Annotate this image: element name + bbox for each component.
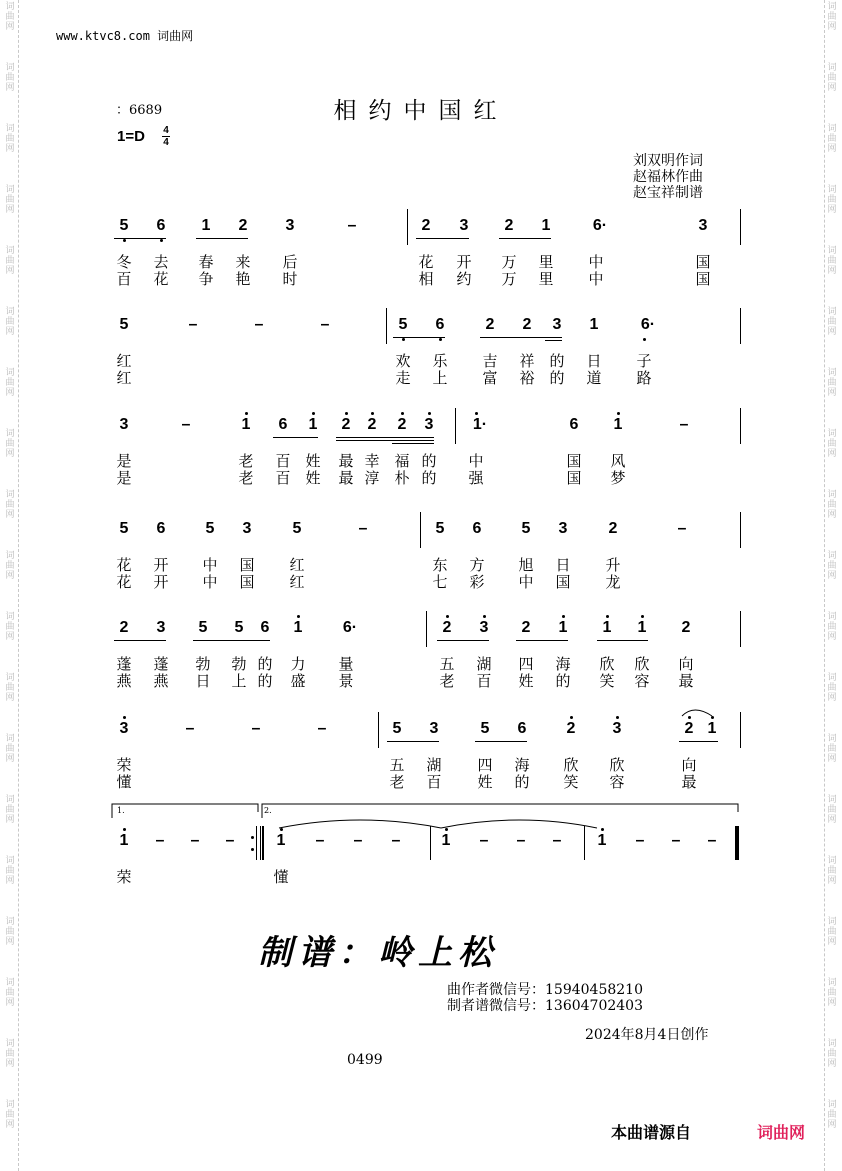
lyric-char: 子 xyxy=(636,352,652,370)
lyric-char: 百 xyxy=(426,773,442,791)
watermark-text: 词曲网 xyxy=(827,734,837,764)
lyric-char: 量 xyxy=(338,655,354,673)
lyric-char: 万 xyxy=(501,270,517,288)
lyric-char: 是 xyxy=(116,469,132,487)
lyric-char: 湖 xyxy=(426,756,442,774)
lyric-char: 国 xyxy=(695,270,711,288)
lyric-char: 花 xyxy=(153,270,169,288)
note: 1 xyxy=(602,619,612,636)
watermark-text: 词曲网 xyxy=(827,307,837,337)
lyric-char: 升 xyxy=(605,556,621,574)
lyric-char: 姓 xyxy=(305,452,321,470)
note: 5 xyxy=(234,619,244,636)
lyric-char: 相 xyxy=(418,270,434,288)
lyric-char: 开 xyxy=(456,253,472,271)
note: 3 xyxy=(424,416,434,433)
lyric-char: 盛 xyxy=(290,672,306,690)
lyric-char: 笑 xyxy=(563,773,579,791)
note: 6· xyxy=(640,316,656,333)
lyric-char: 彩 xyxy=(469,573,485,591)
lyric-char: 吉 xyxy=(482,352,498,370)
note: 6· xyxy=(342,619,358,636)
volta-first-label: 1. xyxy=(117,806,125,815)
lyric-char: 幸 xyxy=(364,452,380,470)
lyric-char: 景 xyxy=(338,672,354,690)
key-signature: 1=D xyxy=(117,128,145,145)
lyric-char: 艳 xyxy=(235,270,251,288)
lyric-char: 百 xyxy=(275,452,291,470)
lyric-char: 百 xyxy=(116,270,132,288)
note: 1 xyxy=(637,619,647,636)
lyric-char: 的 xyxy=(555,672,571,690)
note: – xyxy=(190,832,200,849)
volta-second-label: 2. xyxy=(264,806,272,815)
lyric-char: 欣 xyxy=(609,756,625,774)
lyric-char: 开 xyxy=(153,556,169,574)
watermark-text: 词曲网 xyxy=(5,2,15,32)
note: 2 xyxy=(566,720,576,737)
note: 5 xyxy=(198,619,208,636)
note: 1 xyxy=(241,416,251,433)
transcriber-signature: 制谱：岭上松 xyxy=(258,933,498,973)
note: 2 xyxy=(681,619,691,636)
lyric-char: 中 xyxy=(588,270,604,288)
note: – xyxy=(479,832,489,849)
note: 2 xyxy=(522,316,532,333)
lyric-char: 懂 xyxy=(273,868,289,886)
lyric-char: 老 xyxy=(389,773,405,791)
lyric-char: 的 xyxy=(514,773,530,791)
composer-wechat: 曲作者微信号：15940458210 xyxy=(447,982,643,998)
note: 1 xyxy=(293,619,303,636)
note: 2 xyxy=(442,619,452,636)
lyric-char: 海 xyxy=(555,655,571,673)
note: 3 xyxy=(242,520,252,537)
note: 5 xyxy=(480,720,490,737)
lyric-char: 燕 xyxy=(116,672,132,690)
creation-date: 2024年8月4日创作 xyxy=(585,1027,709,1043)
watermark-text: 词曲网 xyxy=(827,1100,837,1130)
note: 3 xyxy=(459,217,469,234)
note: 5 xyxy=(292,520,302,537)
lyric-char: 容 xyxy=(634,672,650,690)
lyric-char: 蓬 xyxy=(153,655,169,673)
lyric-char: 中 xyxy=(468,452,484,470)
watermark-text: 词曲网 xyxy=(827,551,837,581)
lyric-char: 欣 xyxy=(563,756,579,774)
lyric-char: 淳 xyxy=(364,469,380,487)
note: – xyxy=(188,316,198,333)
watermark-text: 词曲网 xyxy=(5,185,15,215)
note: 3 xyxy=(285,217,295,234)
watermark-text: 词曲网 xyxy=(827,246,837,276)
lyric-char: 懂 xyxy=(116,773,132,791)
lyric-char: 上 xyxy=(231,672,247,690)
note: – xyxy=(317,720,327,737)
watermark-text: 词曲网 xyxy=(5,490,15,520)
lyric-char: 红 xyxy=(289,573,305,591)
lyric-char: 梦 xyxy=(610,469,626,487)
lyric-char: 姓 xyxy=(518,672,534,690)
lyric-char: 约 xyxy=(456,270,472,288)
lyric-char: 来 xyxy=(235,253,251,271)
note: – xyxy=(516,832,526,849)
note: 2 xyxy=(608,520,618,537)
note: 1 xyxy=(308,416,318,433)
watermark-text: 词曲网 xyxy=(5,673,15,703)
lyric-char: 路 xyxy=(636,369,652,387)
lyric-char: 花 xyxy=(116,573,132,591)
note: – xyxy=(251,720,261,737)
lyric-char: 最 xyxy=(338,469,354,487)
note: 5 xyxy=(398,316,408,333)
watermark-text: 词曲网 xyxy=(827,1039,837,1069)
watermark-text: 词曲网 xyxy=(5,307,15,337)
lyric-char: 燕 xyxy=(153,672,169,690)
note: 5 xyxy=(392,720,402,737)
watermark-text: 词曲网 xyxy=(5,1039,15,1069)
lyric-char: 国 xyxy=(239,556,255,574)
watermark-text: 词曲网 xyxy=(5,978,15,1008)
note: – xyxy=(320,316,330,333)
note: 1· xyxy=(472,416,488,433)
note: – xyxy=(181,416,191,433)
lyric-char: 中 xyxy=(518,573,534,591)
lyric-char: 的 xyxy=(257,672,273,690)
watermark-text: 词曲网 xyxy=(827,612,837,642)
lyric-char: 国 xyxy=(555,573,571,591)
lyric-char: 容 xyxy=(609,773,625,791)
watermark-text: 词曲网 xyxy=(5,124,15,154)
watermark-text: 词曲网 xyxy=(827,490,837,520)
lyric-char: 勃 xyxy=(195,655,211,673)
watermark-text: 词曲网 xyxy=(5,551,15,581)
lyric-char: 蓬 xyxy=(116,655,132,673)
lyric-char: 红 xyxy=(116,369,132,387)
note: 2 xyxy=(485,316,495,333)
note: 2 xyxy=(119,619,129,636)
lyric-char: 力 xyxy=(290,655,306,673)
lyric-char: 欢 xyxy=(395,352,411,370)
note: 3 xyxy=(479,619,489,636)
lyric-char: 百 xyxy=(476,672,492,690)
note: 3 xyxy=(558,520,568,537)
note: 6 xyxy=(278,416,288,433)
note: – xyxy=(671,832,681,849)
note: 6 xyxy=(472,520,482,537)
lyric-char: 湖 xyxy=(476,655,492,673)
watermark-text: 词曲网 xyxy=(5,917,15,947)
lyric-char: 国 xyxy=(239,573,255,591)
lyric-char: 七 xyxy=(432,573,448,591)
lyric-char: 的 xyxy=(549,352,565,370)
lyric-char: 乐 xyxy=(432,352,448,370)
note: 6 xyxy=(569,416,579,433)
watermark-text: 词曲网 xyxy=(827,795,837,825)
lyric-char: 国 xyxy=(566,452,582,470)
lyric-char: 中 xyxy=(202,573,218,591)
lyric-char: 红 xyxy=(116,352,132,370)
source-label: 本曲谱源自 xyxy=(611,1123,692,1142)
lyric-char: 风 xyxy=(610,452,626,470)
site-logo[interactable]: 词曲网 xyxy=(757,1123,806,1142)
lyric-char: 百 xyxy=(275,469,291,487)
watermark-text: 词曲网 xyxy=(827,368,837,398)
lyric-char: 勃 xyxy=(231,655,247,673)
lyric-char: 五 xyxy=(389,756,405,774)
lyric-char: 强 xyxy=(468,469,484,487)
lyric-char: 中 xyxy=(202,556,218,574)
lyric-char: 裕 xyxy=(519,369,535,387)
watermark-text: 词曲网 xyxy=(5,246,15,276)
note: 1 xyxy=(707,720,717,737)
note: 1 xyxy=(613,416,623,433)
watermark-text: 词曲网 xyxy=(5,63,15,93)
lyric-char: 是 xyxy=(116,452,132,470)
lyric-char: 最 xyxy=(338,452,354,470)
note: 2 xyxy=(684,720,694,737)
note: 6 xyxy=(156,520,166,537)
lyric-char: 国 xyxy=(695,253,711,271)
note: 5 xyxy=(119,316,129,333)
lyric-char: 朴 xyxy=(394,469,410,487)
note: 2 xyxy=(367,416,377,433)
lyric-char: 欣 xyxy=(599,655,615,673)
lyric-char: 方 xyxy=(469,556,485,574)
watermark-text: 词曲网 xyxy=(5,368,15,398)
watermark-text: 词曲网 xyxy=(827,978,837,1008)
note: 2 xyxy=(504,217,514,234)
watermark-text: 词曲网 xyxy=(5,1100,15,1130)
note: 3 xyxy=(698,217,708,234)
note: 1 xyxy=(589,316,599,333)
note: 2 xyxy=(238,217,248,234)
note: 5 xyxy=(205,520,215,537)
note: – xyxy=(315,832,325,849)
lyric-char: 最 xyxy=(681,773,697,791)
note: 2 xyxy=(397,416,407,433)
lyric-char: 冬 xyxy=(116,253,132,271)
watermark-text: 词曲网 xyxy=(827,124,837,154)
lyric-char: 姓 xyxy=(477,773,493,791)
note: – xyxy=(185,720,195,737)
lyric-char: 四 xyxy=(518,655,534,673)
lyric-char: 万 xyxy=(501,253,517,271)
site-url[interactable]: www.ktvc8.com 词曲网 xyxy=(56,29,194,43)
lyric-char: 花 xyxy=(418,253,434,271)
lyric-char: 红 xyxy=(289,556,305,574)
note: 5 xyxy=(521,520,531,537)
lyric-char: 最 xyxy=(678,672,694,690)
lyric-char: 老 xyxy=(439,672,455,690)
note: – xyxy=(707,832,717,849)
lyric-char: 祥 xyxy=(519,352,535,370)
note: – xyxy=(635,832,645,849)
watermark-text: 词曲网 xyxy=(5,856,15,886)
lyric-char: 里 xyxy=(538,270,554,288)
transcriber-wechat: 制者谱微信号：13604702403 xyxy=(447,998,643,1014)
lyric-char: 荣 xyxy=(116,756,132,774)
note: 2 xyxy=(341,416,351,433)
note: 3 xyxy=(612,720,622,737)
score-number: ：6689 xyxy=(116,103,163,118)
note: – xyxy=(679,416,689,433)
note: 6 xyxy=(260,619,270,636)
lyric-char: 去 xyxy=(153,253,169,271)
watermark-text: 词曲网 xyxy=(827,917,837,947)
lyric-char: 东 xyxy=(432,556,448,574)
lyric-char: 的 xyxy=(257,655,273,673)
note: 6 xyxy=(156,217,166,234)
lyric-char: 向 xyxy=(681,756,697,774)
note: – xyxy=(353,832,363,849)
lyric-char: 道 xyxy=(586,369,602,387)
note: 3 xyxy=(429,720,439,737)
note: 1 xyxy=(541,217,551,234)
watermark-text: 词曲网 xyxy=(5,429,15,459)
note: 1 xyxy=(558,619,568,636)
lyric-char: 五 xyxy=(439,655,455,673)
meter-top: 4 xyxy=(163,125,169,136)
lyric-char: 荣 xyxy=(116,868,132,886)
lyric-char: 后 xyxy=(282,253,298,271)
note: 5 xyxy=(119,520,129,537)
lyric-char: 日 xyxy=(195,672,211,690)
watermark-text: 词曲网 xyxy=(827,63,837,93)
lyric-char: 春 xyxy=(198,253,214,271)
lyric-char: 上 xyxy=(432,369,448,387)
lyric-char: 旭 xyxy=(518,556,534,574)
note: – xyxy=(155,832,165,849)
note: 5 xyxy=(119,217,129,234)
lyric-char: 四 xyxy=(477,756,493,774)
note: – xyxy=(677,520,687,537)
lyric-char: 姓 xyxy=(305,469,321,487)
note: 1 xyxy=(441,832,451,849)
note: – xyxy=(347,217,357,234)
watermark-text: 词曲网 xyxy=(5,734,15,764)
lyric-char: 走 xyxy=(395,369,411,387)
lyric-char: 中 xyxy=(588,253,604,271)
lyric-char: 开 xyxy=(153,573,169,591)
lyric-char: 老 xyxy=(238,469,254,487)
note: 3 xyxy=(119,720,129,737)
watermark-text: 词曲网 xyxy=(827,856,837,886)
lyric-char: 富 xyxy=(482,369,498,387)
note: 5 xyxy=(435,520,445,537)
lyric-char: 老 xyxy=(238,452,254,470)
watermark-text: 词曲网 xyxy=(827,185,837,215)
lyric-char: 欣 xyxy=(634,655,650,673)
note: – xyxy=(254,316,264,333)
page-number: 0499 xyxy=(347,1052,383,1068)
watermark-text: 词曲网 xyxy=(827,429,837,459)
note: – xyxy=(358,520,368,537)
lyric-char: 花 xyxy=(116,556,132,574)
note: 3 xyxy=(119,416,129,433)
lyric-char: 福 xyxy=(394,452,410,470)
watermark-text: 词曲网 xyxy=(5,612,15,642)
note: – xyxy=(391,832,401,849)
note: 1 xyxy=(597,832,607,849)
lyric-char: 海 xyxy=(514,756,530,774)
note: 2 xyxy=(521,619,531,636)
composer-credit: 赵福林作曲 xyxy=(633,169,703,185)
lyric-char: 龙 xyxy=(605,573,621,591)
lyric-char: 的 xyxy=(421,452,437,470)
note: 1 xyxy=(276,832,286,849)
watermark-text: 词曲网 xyxy=(827,2,837,32)
note: 6· xyxy=(592,217,608,234)
note: 6 xyxy=(435,316,445,333)
note: 1 xyxy=(119,832,129,849)
note: 3 xyxy=(156,619,166,636)
watermark-text: 词曲网 xyxy=(5,795,15,825)
lyricist-credit: 刘双明作词 xyxy=(633,153,703,169)
meter-bottom: 4 xyxy=(163,137,169,148)
lyric-char: 时 xyxy=(282,270,298,288)
note: 1 xyxy=(201,217,211,234)
lyric-char: 向 xyxy=(678,655,694,673)
watermark-text: 词曲网 xyxy=(827,673,837,703)
lyric-char: 的 xyxy=(549,369,565,387)
transcriber-credit: 赵宝祥制谱 xyxy=(633,185,703,201)
lyric-char: 笑 xyxy=(599,672,615,690)
song-title: 相约中国红 xyxy=(333,98,509,124)
lyric-char: 争 xyxy=(198,270,214,288)
note: 6 xyxy=(517,720,527,737)
lyric-char: 的 xyxy=(421,469,437,487)
lyric-char: 日 xyxy=(586,352,602,370)
note: – xyxy=(225,832,235,849)
note: – xyxy=(552,832,562,849)
lyric-char: 日 xyxy=(555,556,571,574)
lyric-char: 里 xyxy=(538,253,554,271)
note: 2 xyxy=(421,217,431,234)
note: 3 xyxy=(552,316,562,333)
lyric-char: 国 xyxy=(566,469,582,487)
